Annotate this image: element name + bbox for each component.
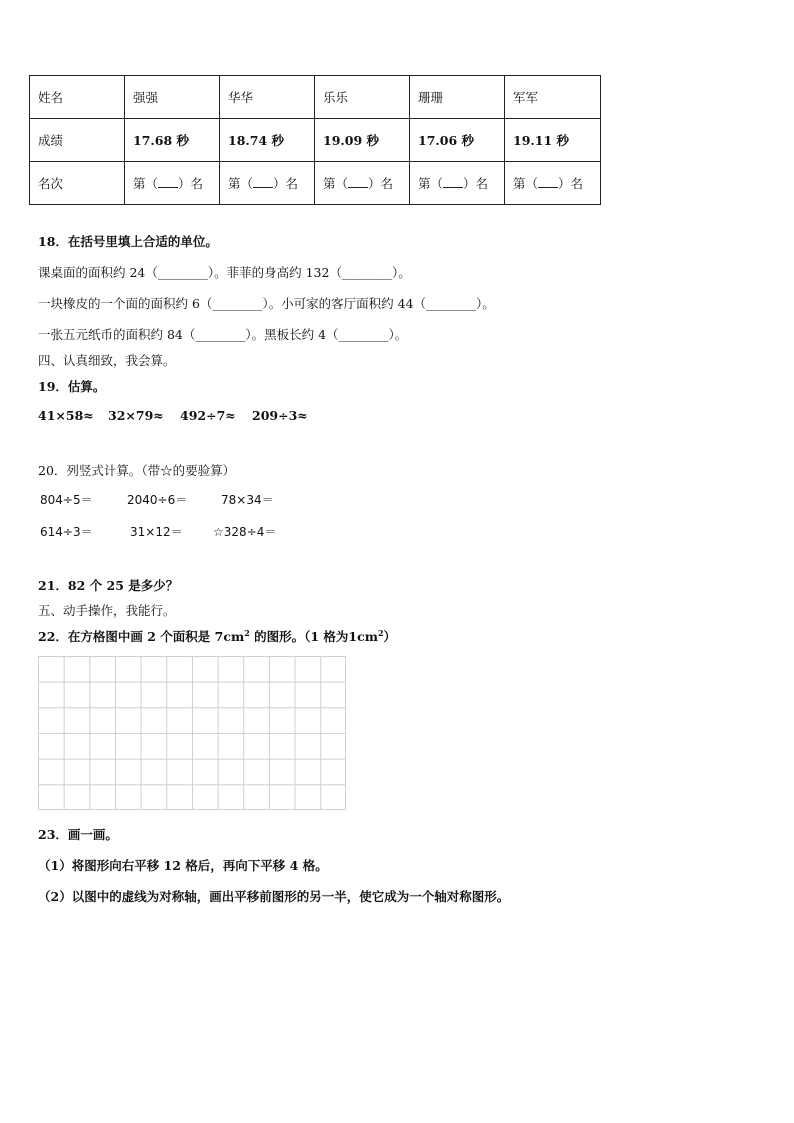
- score-cell: 19.11 秒: [505, 119, 601, 162]
- section-4-heading: 四、认真细致，我会算。: [38, 353, 176, 368]
- q18-line2: 一块橡皮的一个面的面积约 6（________）。小可家的客厅面积约 44（________）。: [38, 296, 495, 311]
- rank-blank[interactable]: [538, 176, 558, 188]
- score-cell: 17.68 秒: [125, 119, 220, 162]
- q20-title: 20．列竖式计算。（带☆的要验算）: [38, 463, 236, 478]
- calc-item: 78×34＝: [221, 493, 274, 507]
- calc-item: 2040÷6＝: [127, 493, 188, 507]
- score-cell: 19.09 秒: [315, 119, 410, 162]
- name-cell: 华华: [220, 76, 315, 119]
- calc-item: 614÷3＝: [40, 525, 93, 539]
- drawing-grid[interactable]: [38, 656, 346, 810]
- superscript: 2: [377, 627, 384, 638]
- rank-suffix: ）名: [273, 176, 299, 191]
- estimate-item: 41×58≈: [38, 408, 94, 423]
- rank-blank[interactable]: [348, 176, 368, 188]
- table-row: [30, 162, 601, 205]
- score-cell: 17.06 秒: [410, 119, 505, 162]
- rank-prefix: 第（: [513, 176, 539, 191]
- table-row: [30, 76, 601, 119]
- q22-title-part: 的图形。（1 格为1cm: [249, 629, 378, 644]
- estimate-item: 32×79≈: [108, 408, 164, 423]
- table-row: [30, 119, 601, 162]
- q23-step2: （2）以图中的虚线为对称轴，画出平移前图形的另一半，使它成为一个轴对称图形。: [38, 889, 510, 904]
- rank-suffix: ）名: [178, 176, 204, 191]
- rank-blank[interactable]: [158, 176, 178, 188]
- rank-prefix: 第（: [418, 176, 444, 191]
- name-cell: 军军: [505, 76, 601, 119]
- rank-blank[interactable]: [443, 176, 463, 188]
- rank-cell[interactable]: [505, 162, 601, 205]
- q19-title: 19．估算。: [38, 379, 106, 394]
- calc-item: ☆328÷4＝: [213, 525, 277, 539]
- rank-suffix: ）名: [558, 176, 584, 191]
- rank-prefix: 第（: [228, 176, 254, 191]
- estimate-item: 209÷3≈: [252, 408, 308, 423]
- rank-prefix: 第（: [323, 176, 349, 191]
- q18-line1: 课桌面的面积约 24（________）。菲菲的身高约 132（________）。: [38, 265, 411, 280]
- rank-cell[interactable]: [125, 162, 220, 205]
- estimate-item: 492÷7≈: [180, 408, 236, 423]
- rank-cell[interactable]: [410, 162, 505, 205]
- q23-step1: （1）将图形向右平移 12 格后，再向下平移 4 格。: [38, 858, 328, 873]
- superscript: 2: [244, 627, 250, 638]
- rank-prefix: 第（: [133, 176, 159, 191]
- rank-blank[interactable]: [253, 176, 273, 188]
- rank-suffix: ）名: [463, 176, 489, 191]
- rank-cell[interactable]: [315, 162, 410, 205]
- row-header-score: 成绩: [30, 119, 125, 162]
- name-cell: 乐乐: [315, 76, 410, 119]
- section-5-heading: 五、动手操作，我能行。: [38, 603, 176, 618]
- rank-cell[interactable]: [220, 162, 315, 205]
- name-cell: 珊珊: [410, 76, 505, 119]
- calc-item: 31×12＝: [130, 525, 183, 539]
- rank-suffix: ）名: [368, 176, 394, 191]
- score-table: [29, 75, 601, 205]
- q21-title: 21．82 个 25 是多少？: [38, 578, 179, 593]
- q18-line3: 一张五元纸币的面积约 84（________）。黑板长约 4（________）。: [38, 327, 408, 342]
- name-cell: 强强: [125, 76, 220, 119]
- score-cell: 18.74 秒: [220, 119, 315, 162]
- q23-title: 23．画一画。: [38, 827, 118, 842]
- calc-item: 804÷5＝: [40, 493, 93, 507]
- q22-title-part: 22．在方格图中画 2 个面积是 7cm: [38, 629, 245, 644]
- row-header-name: 姓名: [30, 76, 125, 119]
- q22-title-part: ）: [383, 629, 397, 644]
- q22-title: [38, 627, 396, 645]
- q18-title: 18．在括号里填上合适的单位。: [38, 234, 218, 249]
- row-header-rank: 名次: [30, 162, 125, 205]
